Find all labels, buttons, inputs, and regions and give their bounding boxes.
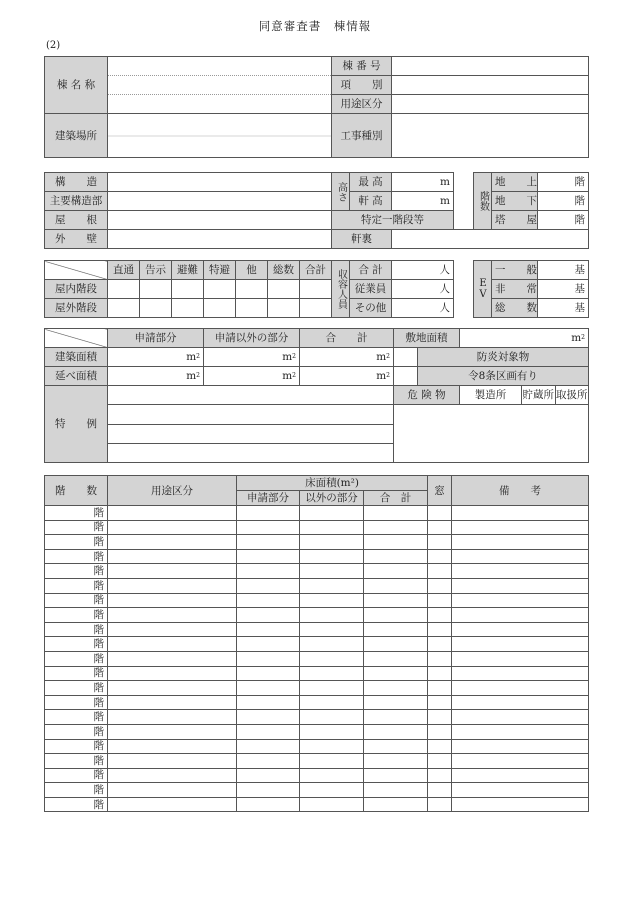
floor-cell[interactable] xyxy=(108,520,237,535)
floor-row xyxy=(45,578,589,593)
floor-cell[interactable] xyxy=(237,578,300,593)
col-special-evac: 特避 xyxy=(204,261,236,280)
floor-cell[interactable] xyxy=(428,608,452,623)
floor-cell[interactable] xyxy=(300,578,364,593)
floor-row xyxy=(45,637,589,652)
floor-cell[interactable] xyxy=(364,578,428,593)
floor-cell[interactable] xyxy=(428,564,452,579)
floor-cell[interactable] xyxy=(237,520,300,535)
floor-cell[interactable] xyxy=(428,681,452,696)
floor-cell[interactable] xyxy=(428,578,452,593)
use-class-field[interactable] xyxy=(392,95,589,114)
floor-cell[interactable] xyxy=(428,754,452,769)
floor-cell[interactable] xyxy=(237,695,300,710)
floor-unit-label: 階 xyxy=(45,651,108,666)
ev-emergency-unit[interactable]: 基 xyxy=(538,280,589,299)
floor-cell[interactable] xyxy=(428,520,452,535)
floor-row xyxy=(45,535,589,550)
floor-cell[interactable] xyxy=(300,681,364,696)
main-structure-label: 主要構造部 xyxy=(45,192,108,211)
building-name-label: 棟 名 称 xyxy=(45,57,108,114)
floor-cell[interactable] xyxy=(300,651,364,666)
floor-row xyxy=(45,549,589,564)
floor-cell[interactable] xyxy=(108,666,237,681)
floor-cell[interactable] xyxy=(237,783,300,798)
ev-general-unit[interactable]: 基 xyxy=(538,261,589,280)
floor-cell[interactable] xyxy=(452,651,589,666)
eaves-height-label: 軒 高 xyxy=(350,192,392,211)
col-notice: 告示 xyxy=(140,261,172,280)
floor-cell[interactable] xyxy=(428,768,452,783)
work-type-field[interactable] xyxy=(392,114,589,158)
floor-cell[interactable] xyxy=(364,535,428,550)
handling-label: 取扱所 xyxy=(556,389,588,401)
above-ground-label: 地 上 xyxy=(492,173,538,192)
floor-cell[interactable] xyxy=(364,768,428,783)
floor-cell[interactable] xyxy=(452,506,589,521)
floor-cell[interactable] xyxy=(108,754,237,769)
floor-cell[interactable] xyxy=(364,724,428,739)
special-case-line-3[interactable] xyxy=(108,425,394,444)
stairs-table xyxy=(44,260,589,318)
floor-cell[interactable] xyxy=(108,593,237,608)
floor-cell[interactable] xyxy=(428,549,452,564)
floor-unit-label: 階 xyxy=(45,608,108,623)
floor-cell[interactable] xyxy=(108,768,237,783)
building-area-other[interactable]: $m^2$ xyxy=(204,348,300,367)
floor-cell[interactable] xyxy=(300,739,364,754)
floor-cell[interactable] xyxy=(428,506,452,521)
floor-cell[interactable] xyxy=(364,666,428,681)
floor-cell[interactable] xyxy=(300,695,364,710)
building-area-label: 建築面積 xyxy=(45,348,108,367)
floor-cell[interactable] xyxy=(364,783,428,798)
floor-cell[interactable] xyxy=(237,739,300,754)
applied-part-label: 申請部分 xyxy=(108,329,204,348)
floor-other-header: 以外の部分 xyxy=(300,491,364,506)
floor-row xyxy=(45,754,589,769)
hazardous-field[interactable] xyxy=(394,405,589,463)
capacity-total-unit[interactable]: 人 xyxy=(392,261,454,280)
floor-cell[interactable] xyxy=(452,578,589,593)
soffit-field[interactable] xyxy=(392,230,589,249)
floor-cell[interactable] xyxy=(237,593,300,608)
floor-row xyxy=(45,564,589,579)
floor-unit-label: 階 xyxy=(45,695,108,710)
site-area-field[interactable]: $m^2$ xyxy=(460,329,589,348)
roof-field[interactable] xyxy=(108,211,332,230)
floors-label: 階数 xyxy=(474,173,492,230)
employees-label: 従業員 xyxy=(350,280,392,299)
area-table xyxy=(44,328,589,463)
floor-cell[interactable] xyxy=(452,724,589,739)
floor-cell[interactable] xyxy=(364,681,428,696)
page-number: (2) xyxy=(46,40,61,51)
floor-cell[interactable] xyxy=(237,506,300,521)
floor-cell[interactable] xyxy=(452,564,589,579)
floor-cell[interactable] xyxy=(237,622,300,637)
col-evacuation: 避難 xyxy=(172,261,204,280)
employees-unit[interactable]: 人 xyxy=(392,280,454,299)
floor-cell[interactable] xyxy=(452,681,589,696)
floor-cell[interactable] xyxy=(428,622,452,637)
floor-cell[interactable] xyxy=(300,622,364,637)
main-structure-field[interactable] xyxy=(108,192,332,211)
remarks-header: 備 考 xyxy=(452,476,589,506)
floor-cell[interactable] xyxy=(364,739,428,754)
floor-cell[interactable] xyxy=(452,695,589,710)
floor-cell[interactable] xyxy=(108,710,237,725)
floor-cell[interactable] xyxy=(237,535,300,550)
fire-retardant-label: 防炎対象物 xyxy=(418,348,589,367)
floor-cell[interactable] xyxy=(108,506,237,521)
floor-cell[interactable] xyxy=(452,783,589,798)
floor-cell[interactable] xyxy=(452,622,589,637)
penthouse-label: 塔 屋 xyxy=(492,211,538,230)
floor-cell[interactable] xyxy=(300,608,364,623)
floor-cell[interactable] xyxy=(300,666,364,681)
floor-cell[interactable] xyxy=(237,666,300,681)
structure-table xyxy=(44,172,589,249)
floor-row xyxy=(45,593,589,608)
location-label: 建築場所 xyxy=(45,114,108,158)
floor-cell[interactable] xyxy=(364,710,428,725)
floor-cell[interactable] xyxy=(108,797,237,812)
floor-cell[interactable] xyxy=(364,637,428,652)
floor-cell[interactable] xyxy=(364,622,428,637)
soffit-label: 軒裏 xyxy=(332,230,392,249)
floor-cell[interactable] xyxy=(108,637,237,652)
floor-cell[interactable] xyxy=(452,739,589,754)
floor-row xyxy=(45,710,589,725)
total-floor-area-total[interactable]: $m^2$ xyxy=(300,367,394,386)
floor-cell[interactable] xyxy=(452,637,589,652)
floor-cell[interactable] xyxy=(428,724,452,739)
floor-row xyxy=(45,506,589,521)
special-case-line-2[interactable] xyxy=(108,405,394,425)
floor-cell[interactable] xyxy=(452,666,589,681)
floor-cell[interactable] xyxy=(300,724,364,739)
floor-cell[interactable] xyxy=(300,506,364,521)
building-number-field[interactable] xyxy=(392,57,589,76)
floor-number-header: 階 数 xyxy=(45,476,108,506)
floor-row xyxy=(45,622,589,637)
category-label: 項 別 xyxy=(332,76,392,95)
floor-cell[interactable] xyxy=(364,608,428,623)
floor-area-header: 床面積(m²) xyxy=(237,476,428,491)
floor-row xyxy=(45,666,589,681)
total-floor-area-label: 延べ面積 xyxy=(45,367,108,386)
floor-cell[interactable] xyxy=(300,593,364,608)
floor-cell[interactable] xyxy=(300,710,364,725)
floor-row xyxy=(45,520,589,535)
other-part-label: 申請以外の部分 xyxy=(204,329,300,348)
ev-general-label: 一 般 xyxy=(492,261,538,280)
floor-cell[interactable] xyxy=(364,549,428,564)
floor-cell[interactable] xyxy=(300,797,364,812)
floor-unit-label: 階 xyxy=(45,681,108,696)
ev-total-label: 総 数 xyxy=(492,299,538,318)
floor-cell[interactable] xyxy=(237,797,300,812)
floor-cell[interactable] xyxy=(300,549,364,564)
floor-cell[interactable] xyxy=(237,724,300,739)
special-case-label: 特 例 xyxy=(45,386,108,463)
area-corner-cell xyxy=(45,329,108,348)
col-direct: 直通 xyxy=(108,261,140,280)
floor-cell[interactable] xyxy=(364,797,428,812)
col-other: 他 xyxy=(236,261,268,280)
floor-cell[interactable] xyxy=(364,520,428,535)
floor-cell[interactable] xyxy=(108,535,237,550)
floor-cell[interactable] xyxy=(452,593,589,608)
structure-label: 構 造 xyxy=(45,173,108,192)
floor-cell[interactable] xyxy=(237,549,300,564)
floor-row xyxy=(45,651,589,666)
floor-unit-label: 階 xyxy=(45,666,108,681)
window-header: 窓 xyxy=(428,476,452,506)
site-area-label: 敷地面積 xyxy=(394,329,460,348)
floor-cell[interactable] xyxy=(108,564,237,579)
floor-cell[interactable] xyxy=(108,681,237,696)
floor-cell[interactable] xyxy=(108,578,237,593)
floor-cell[interactable] xyxy=(237,651,300,666)
specific-stair-label: 特定一階段等 xyxy=(332,211,454,230)
floor-cell[interactable] xyxy=(364,651,428,666)
floor-cell[interactable] xyxy=(428,637,452,652)
floor-cell[interactable] xyxy=(452,710,589,725)
floor-cell[interactable] xyxy=(300,520,364,535)
exterior-wall-label: 外 壁 xyxy=(45,230,108,249)
floor-row xyxy=(45,695,589,710)
building-info-table xyxy=(44,56,589,158)
others-unit[interactable]: 人 xyxy=(392,299,454,318)
capacity-label: 収容人員 xyxy=(332,261,350,318)
floor-unit-label: 階 xyxy=(45,593,108,608)
floor-cell[interactable] xyxy=(300,754,364,769)
floor-cell[interactable] xyxy=(108,651,237,666)
building-number-label: 棟 番 号 xyxy=(332,57,392,76)
floor-cell[interactable] xyxy=(237,768,300,783)
floor-cell[interactable] xyxy=(300,637,364,652)
exterior-wall-field[interactable] xyxy=(108,230,332,249)
col-sum: 合計 xyxy=(300,261,332,280)
above-ground-unit[interactable]: 階 xyxy=(538,173,589,192)
use-class-label: 用途区分 xyxy=(332,95,392,114)
floor-row xyxy=(45,783,589,798)
floor-unit-label: 階 xyxy=(45,578,108,593)
col-total-count: 総数 xyxy=(268,261,300,280)
floor-cell[interactable] xyxy=(364,564,428,579)
ev-label: EV xyxy=(474,261,492,318)
storage-label: 貯蔵所 xyxy=(522,386,556,404)
floor-cell[interactable] xyxy=(452,768,589,783)
floor-cell[interactable] xyxy=(108,739,237,754)
area-total-label: 合 計 xyxy=(300,329,394,348)
hazardous-label: 危 険 物 xyxy=(394,386,460,405)
below-ground-label: 地 下 xyxy=(492,192,538,211)
floor-cell[interactable] xyxy=(237,637,300,652)
floor-cell[interactable] xyxy=(300,783,364,798)
floor-unit-label: 階 xyxy=(45,783,108,798)
floor-cell[interactable] xyxy=(237,681,300,696)
floor-unit-label: 階 xyxy=(45,637,108,652)
ev-total-unit[interactable]: 基 xyxy=(538,299,589,318)
manufacturing-label: 製造所 xyxy=(460,386,522,405)
ev-emergency-label: 非 常 xyxy=(492,280,538,299)
floor-cell[interactable] xyxy=(300,768,364,783)
floor-cell[interactable] xyxy=(452,797,589,812)
floor-unit-label: 階 xyxy=(45,535,108,550)
others-label: その他 xyxy=(350,299,392,318)
max-height-label: 最 高 xyxy=(350,173,392,192)
floor-row xyxy=(45,608,589,623)
floor-applied-header: 申請部分 xyxy=(237,491,300,506)
floor-unit-label: 階 xyxy=(45,754,108,769)
floor-cell[interactable] xyxy=(428,739,452,754)
floor-unit-label: 階 xyxy=(45,739,108,754)
floor-cell[interactable] xyxy=(108,608,237,623)
floor-use-header: 用途区分 xyxy=(108,476,237,506)
page-title: 同意審査書 棟情報 xyxy=(258,19,372,33)
floor-cell[interactable] xyxy=(452,549,589,564)
floor-cell[interactable] xyxy=(452,535,589,550)
building-area-applied[interactable]: $m^2$ xyxy=(108,348,204,367)
floor-unit-label: 階 xyxy=(45,797,108,812)
floor-table xyxy=(44,475,589,812)
floor-unit-label: 階 xyxy=(45,549,108,564)
article8-partition-label: 令8条区画有り xyxy=(418,367,589,386)
stairs-corner-cell xyxy=(45,261,108,280)
floor-unit-label: 階 xyxy=(45,710,108,725)
floor-cell[interactable] xyxy=(108,622,237,637)
floor-row xyxy=(45,681,589,696)
floor-cell[interactable] xyxy=(300,564,364,579)
floor-cell[interactable] xyxy=(108,783,237,798)
floor-cell[interactable] xyxy=(364,695,428,710)
floor-cell[interactable] xyxy=(237,608,300,623)
floor-cell[interactable] xyxy=(237,710,300,725)
floor-cell[interactable] xyxy=(108,695,237,710)
floor-cell[interactable] xyxy=(300,535,364,550)
floor-cell[interactable] xyxy=(428,695,452,710)
floor-cell[interactable] xyxy=(364,506,428,521)
floor-row xyxy=(45,768,589,783)
total-floor-area-other[interactable]: $m^2$ xyxy=(204,367,300,386)
building-name-field[interactable] xyxy=(108,76,332,95)
indoor-stairs-label: 屋内階段 xyxy=(45,280,108,299)
below-ground-unit[interactable]: 階 xyxy=(538,192,589,211)
floor-cell[interactable] xyxy=(428,783,452,798)
outdoor-stairs-label: 屋外階段 xyxy=(45,299,108,318)
floor-unit-label: 階 xyxy=(45,506,108,521)
floor-cell[interactable] xyxy=(428,535,452,550)
structure-field[interactable] xyxy=(108,173,332,192)
floor-cell[interactable] xyxy=(364,593,428,608)
floor-row xyxy=(45,724,589,739)
floor-cell[interactable] xyxy=(237,754,300,769)
floor-row xyxy=(45,797,589,812)
roof-label: 屋 根 xyxy=(45,211,108,230)
total-floor-area-applied[interactable]: $m^2$ xyxy=(108,367,204,386)
work-type-label: 工事種別 xyxy=(332,114,392,158)
height-label: 高さ xyxy=(332,173,350,211)
floor-cell[interactable] xyxy=(452,608,589,623)
floor-cell[interactable] xyxy=(237,564,300,579)
floor-cell[interactable] xyxy=(452,520,589,535)
penthouse-unit[interactable]: 階 xyxy=(538,211,589,230)
category-field[interactable] xyxy=(392,76,589,95)
floor-unit-label: 階 xyxy=(45,622,108,637)
floor-unit-label: 階 xyxy=(45,724,108,739)
floor-unit-label: 階 xyxy=(45,768,108,783)
capacity-total-label: 合 計 xyxy=(350,261,392,280)
floor-cell[interactable] xyxy=(108,724,237,739)
special-case-line-4[interactable] xyxy=(108,444,394,463)
floor-cell[interactable] xyxy=(428,651,452,666)
building-area-total[interactable]: $m^2$ xyxy=(300,348,394,367)
floor-total-header: 合 計 xyxy=(364,491,428,506)
special-case-line-1[interactable] xyxy=(108,386,394,405)
max-height-unit[interactable]: m xyxy=(392,173,454,192)
floor-unit-label: 階 xyxy=(45,520,108,535)
floor-cell[interactable] xyxy=(108,549,237,564)
floor-cell[interactable] xyxy=(428,797,452,812)
floor-unit-label: 階 xyxy=(45,564,108,579)
floor-cell[interactable] xyxy=(428,710,452,725)
floor-cell[interactable] xyxy=(428,666,452,681)
floor-cell[interactable] xyxy=(452,754,589,769)
eaves-height-unit[interactable]: m xyxy=(392,192,454,211)
floor-cell[interactable] xyxy=(428,593,452,608)
floor-cell[interactable] xyxy=(364,754,428,769)
location-field[interactable] xyxy=(108,114,332,158)
floor-row xyxy=(45,739,589,754)
